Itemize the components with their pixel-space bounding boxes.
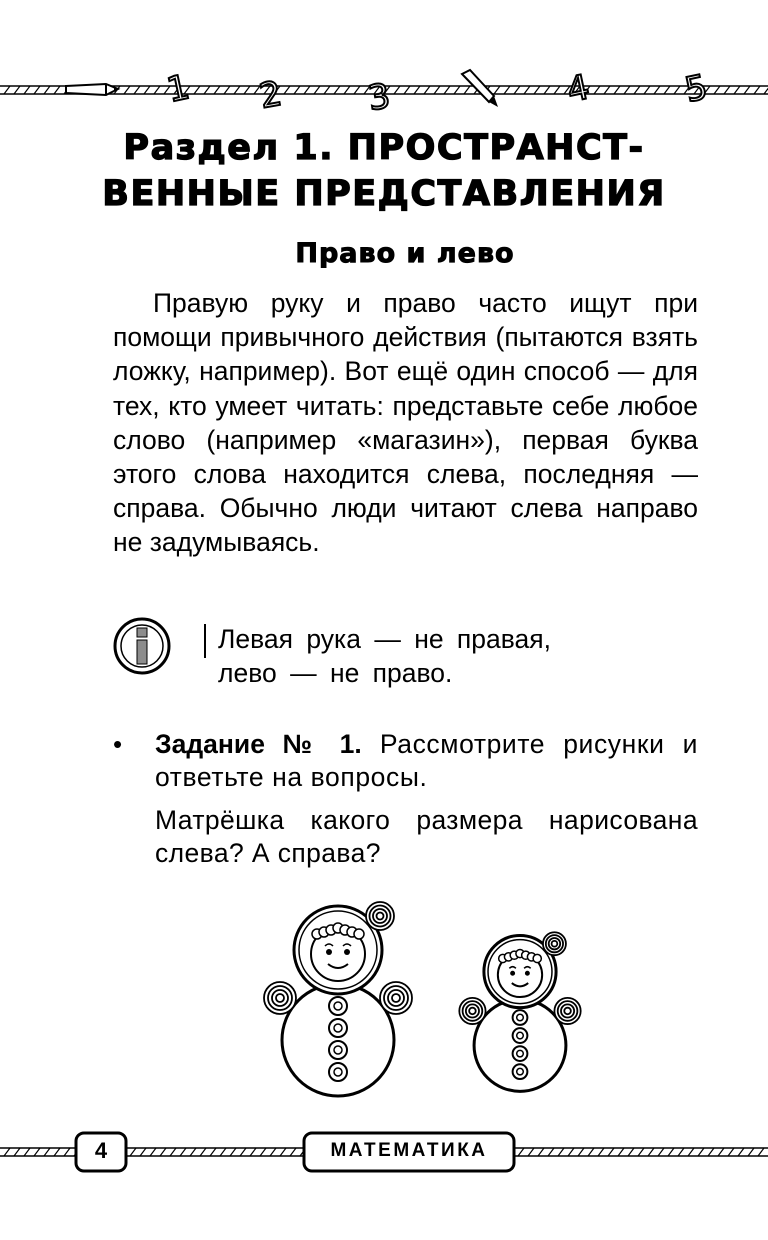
task-question: Матрёшка какого размера нарисована слева? А справа? <box>155 805 698 868</box>
task-label: Задание № 1. <box>155 729 362 759</box>
section-title <box>0 125 768 217</box>
digit-2: 2 <box>256 73 285 117</box>
small-doll <box>459 932 580 1091</box>
task-block <box>113 728 698 794</box>
info-icon <box>112 616 172 676</box>
task-instruction: Рассмотрите рисунки и ответьте на вопросы. <box>155 729 698 792</box>
page-number: 4 <box>94 1138 108 1163</box>
body-paragraph-text: Правую руку и право часто ищут при помощи привычного действия (пытаются взять ложку, например). Вот ещё один способ — для тех, кто умеет читать: представьте себе любое слово (например «магазин»), первая буква этого слова находится слева, последняя — справа. Обычно люди читают слева направо не задумываясь. <box>113 288 698 558</box>
digit-5: 5 <box>681 67 712 111</box>
topic-subtitle: Право и лево <box>295 238 515 269</box>
body-paragraph <box>113 286 698 560</box>
digit-1: 1 <box>163 67 194 111</box>
digit-3: 3 <box>365 76 393 119</box>
digit-4: 4 <box>563 67 594 111</box>
nesting-dolls-illustration <box>250 880 620 1120</box>
task-statement <box>155 728 698 794</box>
section-title-line-2: ВЕННЫЕ ПРЕДСТАВЛЕНИЯ <box>102 174 666 214</box>
large-doll <box>264 902 412 1096</box>
info-note <box>204 622 624 690</box>
note-line-1: Левая рука — не правая, <box>218 624 551 654</box>
note-line-2: лево — не право. <box>218 658 453 688</box>
top-decorative-border <box>0 62 768 122</box>
pencil-icon <box>66 84 118 95</box>
section-title-line-1: Раздел 1. ПРОСТРАНСТ- <box>123 128 645 168</box>
task-bullet: • <box>113 729 123 759</box>
subject-label: МАТЕМАТИКА <box>330 1140 488 1161</box>
